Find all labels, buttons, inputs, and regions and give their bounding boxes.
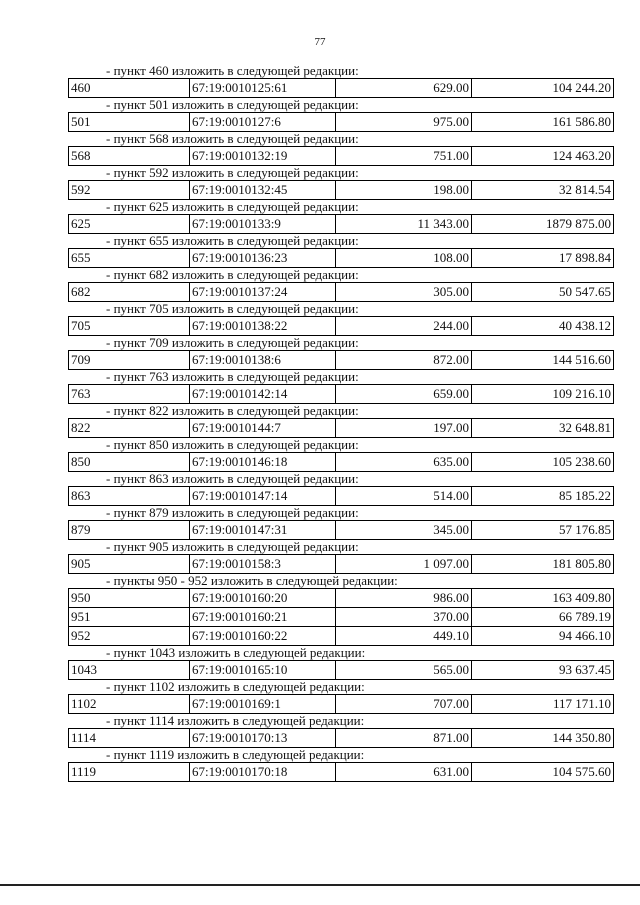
table-row [68, 762, 614, 782]
amendment-heading: - пункт 850 изложить в следующей редакции: [106, 437, 359, 452]
value-cell: 85 185.22 [471, 487, 614, 505]
area-cell: 707.00 [335, 695, 471, 713]
area-cell: 631.00 [335, 763, 471, 781]
cadastral-number-cell: 67:19:0010133:9 [189, 215, 335, 233]
table-row [68, 608, 614, 627]
item-number-cell: 568 [68, 147, 189, 165]
table-row [68, 486, 614, 506]
value-cell: 17 898.84 [471, 249, 614, 267]
table-row [68, 350, 614, 370]
cadastral-number-cell: 67:19:0010170:13 [189, 729, 335, 747]
item-number-cell: 705 [68, 317, 189, 335]
value-cell: 104 244.20 [471, 79, 614, 97]
table-row [68, 78, 614, 98]
value-cell: 94 466.10 [471, 627, 614, 645]
value-cell: 50 547.65 [471, 283, 614, 301]
value-cell: 163 409.80 [471, 589, 614, 607]
amendment-heading: - пункт 682 изложить в следующей редакции: [106, 267, 359, 282]
amendment-heading: - пункты 950 - 952 изложить в следующей редакции: [106, 573, 398, 588]
cadastral-number-cell: 67:19:0010146:18 [189, 453, 335, 471]
value-cell: 105 238.60 [471, 453, 614, 471]
cadastral-number-cell: 67:19:0010165:10 [189, 661, 335, 679]
amendment-heading: - пункт 905 изложить в следующей редакции: [106, 539, 359, 554]
table-row [68, 384, 614, 404]
area-cell: 635.00 [335, 453, 471, 471]
item-number-cell: 460 [68, 79, 189, 97]
cadastral-number-cell: 67:19:0010170:18 [189, 763, 335, 781]
table-row [68, 588, 614, 608]
area-cell: 986.00 [335, 589, 471, 607]
table-row [68, 660, 614, 680]
amendment-heading: - пункт 460 изложить в следующей редакции: [106, 63, 359, 78]
value-cell: 32 648.81 [471, 419, 614, 437]
amendment-heading: - пункт 822 изложить в следующей редакции: [106, 403, 359, 418]
cadastral-number-cell: 67:19:0010147:14 [189, 487, 335, 505]
cadastral-number-cell: 67:19:0010158:3 [189, 555, 335, 573]
value-cell: 40 438.12 [471, 317, 614, 335]
area-cell: 659.00 [335, 385, 471, 403]
amendment-heading: - пункт 592 изложить в следующей редакции: [106, 165, 359, 180]
area-cell: 751.00 [335, 147, 471, 165]
cadastral-number-cell: 67:19:0010147:31 [189, 521, 335, 539]
area-cell: 370.00 [335, 608, 471, 626]
value-cell: 161 586.80 [471, 113, 614, 131]
item-number-cell: 879 [68, 521, 189, 539]
cadastral-number-cell: 67:19:0010132:45 [189, 181, 335, 199]
area-cell: 244.00 [335, 317, 471, 335]
cadastral-number-cell: 67:19:0010127:6 [189, 113, 335, 131]
cadastral-number-cell: 67:19:0010138:6 [189, 351, 335, 369]
table-row [68, 180, 614, 200]
area-cell: 975.00 [335, 113, 471, 131]
amendment-heading: - пункт 763 изложить в следующей редакции: [106, 369, 359, 384]
item-number-cell: 592 [68, 181, 189, 199]
area-cell: 449.10 [335, 627, 471, 645]
area-cell: 198.00 [335, 181, 471, 199]
table-row [68, 146, 614, 166]
table-row [68, 694, 614, 714]
value-cell: 144 516.60 [471, 351, 614, 369]
amendment-heading: - пункт 501 изложить в следующей редакции: [106, 97, 359, 112]
table-row [68, 452, 614, 472]
area-cell: 565.00 [335, 661, 471, 679]
cadastral-number-cell: 67:19:0010136:23 [189, 249, 335, 267]
area-cell: 305.00 [335, 283, 471, 301]
table-row [68, 316, 614, 336]
document-body [68, 64, 614, 782]
area-cell: 514.00 [335, 487, 471, 505]
item-number-cell: 655 [68, 249, 189, 267]
item-number-cell: 951 [68, 608, 189, 626]
area-cell: 108.00 [335, 249, 471, 267]
footer-divider [0, 884, 640, 886]
amendment-heading: - пункт 568 изложить в следующей редакции: [106, 131, 359, 146]
cadastral-number-cell: 67:19:0010160:20 [189, 589, 335, 607]
cadastral-number-cell: 67:19:0010137:24 [189, 283, 335, 301]
item-number-cell: 1043 [68, 661, 189, 679]
amendment-heading: - пункт 709 изложить в следующей редакции: [106, 335, 359, 350]
value-cell: 104 575.60 [471, 763, 614, 781]
value-cell: 93 637.45 [471, 661, 614, 679]
value-cell: 181 805.80 [471, 555, 614, 573]
amendment-heading: - пункт 1043 изложить в следующей редакции: [106, 645, 366, 660]
amendment-heading: - пункт 863 изложить в следующей редакции: [106, 471, 359, 486]
item-number-cell: 863 [68, 487, 189, 505]
item-number-cell: 1114 [68, 729, 189, 747]
cadastral-number-cell: 67:19:0010160:22 [189, 627, 335, 645]
item-number-cell: 682 [68, 283, 189, 301]
cadastral-number-cell: 67:19:0010144:7 [189, 419, 335, 437]
cadastral-number-cell: 67:19:0010132:19 [189, 147, 335, 165]
area-cell: 871.00 [335, 729, 471, 747]
item-number-cell: 822 [68, 419, 189, 437]
value-cell: 57 176.85 [471, 521, 614, 539]
table-row [68, 627, 614, 646]
table-row [68, 554, 614, 574]
item-number-cell: 709 [68, 351, 189, 369]
table-row [68, 214, 614, 234]
item-number-cell: 952 [68, 627, 189, 645]
item-number-cell: 950 [68, 589, 189, 607]
area-cell: 1 097.00 [335, 555, 471, 573]
table-row [68, 112, 614, 132]
item-number-cell: 625 [68, 215, 189, 233]
cadastral-number-cell: 67:19:0010160:21 [189, 608, 335, 626]
item-number-cell: 905 [68, 555, 189, 573]
cadastral-number-cell: 67:19:0010142:14 [189, 385, 335, 403]
cadastral-number-cell: 67:19:0010125:61 [189, 79, 335, 97]
page-number: 77 [314, 36, 326, 48]
cadastral-number-cell: 67:19:0010138:22 [189, 317, 335, 335]
area-cell: 872.00 [335, 351, 471, 369]
table-row [68, 282, 614, 302]
value-cell: 144 350.80 [471, 729, 614, 747]
item-number-cell: 501 [68, 113, 189, 131]
amendment-heading: - пункт 625 изложить в следующей редакции: [106, 199, 359, 214]
item-number-cell: 1102 [68, 695, 189, 713]
item-number-cell: 763 [68, 385, 189, 403]
amendment-heading: - пункт 879 изложить в следующей редакции: [106, 505, 359, 520]
table-row [68, 520, 614, 540]
value-cell: 109 216.10 [471, 385, 614, 403]
area-cell: 629.00 [335, 79, 471, 97]
value-cell: 124 463.20 [471, 147, 614, 165]
amendment-heading: - пункт 1119 изложить в следующей редакции: [106, 747, 365, 762]
amendment-heading: - пункт 1102 изложить в следующей редакции: [106, 679, 365, 694]
table-row [68, 418, 614, 438]
amendment-heading: - пункт 705 изложить в следующей редакции: [106, 301, 359, 316]
item-number-cell: 1119 [68, 763, 189, 781]
value-cell: 1879 875.00 [471, 215, 614, 233]
value-cell: 117 171.10 [471, 695, 614, 713]
value-cell: 32 814.54 [471, 181, 614, 199]
area-cell: 11 343.00 [335, 215, 471, 233]
table-row [68, 728, 614, 748]
area-cell: 197.00 [335, 419, 471, 437]
value-cell: 66 789.19 [471, 608, 614, 626]
table-row [68, 248, 614, 268]
amendment-heading: - пункт 1114 изложить в следующей редакции: [106, 713, 365, 728]
area-cell: 345.00 [335, 521, 471, 539]
amendment-heading: - пункт 655 изложить в следующей редакции: [106, 233, 359, 248]
cadastral-number-cell: 67:19:0010169:1 [189, 695, 335, 713]
item-number-cell: 850 [68, 453, 189, 471]
